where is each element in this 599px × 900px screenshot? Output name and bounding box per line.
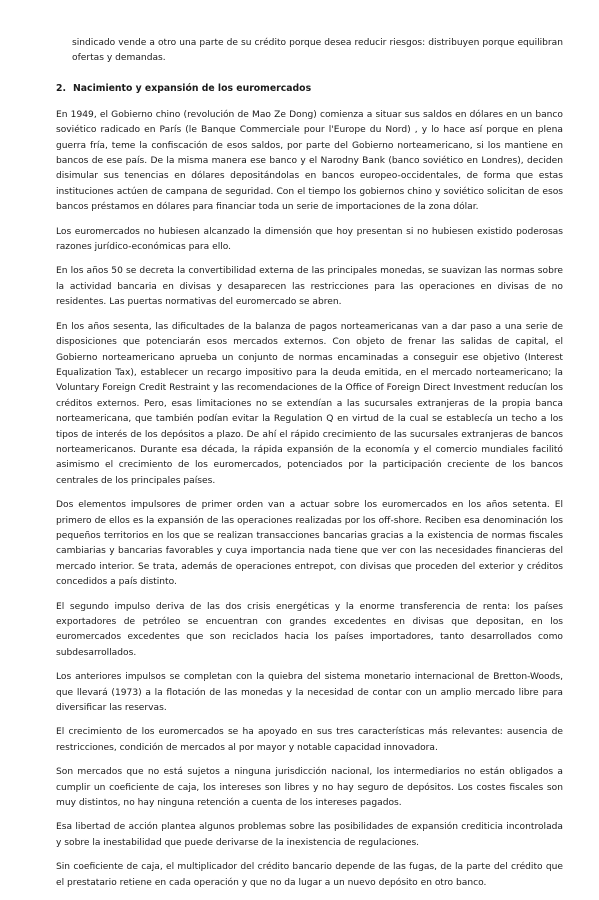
paragraph-anos-sesenta: En los años sesenta, las dificultades de la balanza de pagos norteamericanas van a dar paso a una serie de disposiciones que potenciarán esos mercados externos. Con objeto de frenar las salidas de capital, el Gobierno norteamericano aprueba un conjunto de normas encaminadas a conseguir ese objetivo (Interest Equalization Tax), establecer un recargo impositivo para la deuda emitida, en el mercado norteamericano; la Voluntary Foreign Credit Restraint y las recomendaciones de la Office of Foreign Direct Investment reducían los créditos externos. Pero, esas limitaciones no se extendían a las sucursales extranjeras de la propia banca norteamericana, que también podían evitar la Regulation Q en virtud de la cual se establecía un techo a los tipos de interés de los depósitos a plazo. De ahí el rápido crecimiento de las sucursales extranjeras de bancos norteamericanos. Durante esa década, la rápida expansión de la economía y el comercio mundiales facilitó asimismo el crecimiento de los euromercados, potenciados por la participación creciente de los bancos centrales de los principales países. xyxy=(56,321,563,486)
paragraph-caracteristicas: El crecimiento de los euromercados se ha apoyado en sus tres características más relevantes: ausencia de restricciones, condición de mercados al por mayor y notable capacidad innovadora. xyxy=(56,727,563,753)
paragraph-off-shore: Dos elementos impulsores de primer orden van a actuar sobre los euromercados en los años setenta. El primero de ellos es la expansión de las operaciones realizadas por los off-shore. Reciben esa denominación los pequeños territorios en los que se realizan transacciones bancarias gracias a la existencia de normas fiscales cambiarias y bancarias favorables y cuya importancia nada tiene que ver con las necesidades financieras del mercado interior. Se trata, además de operaciones entrepot, con divisas que proceden del exterior y créditos concedidos a país distinto. xyxy=(56,500,563,588)
section-title: Nacimiento y expansión de los euromercados xyxy=(73,82,312,94)
intro-paragraph: sindicado vende a otro una parte de su crédito porque desea reducir riesgos: distribuyen porque equilibran ofertas y demandas. xyxy=(72,38,563,64)
section-number: 2. xyxy=(56,82,67,94)
paragraph-crisis-energeticas: El segundo impulso deriva de las dos crisis energéticas y la enorme transferencia de renta: los países exportadores de petróleo se encuentran con grandes excedentes en divisas que depositan, en los euromercados excedentes que son reciclados hacia los países importadores, tanto desarrollados como subdesarrollados. xyxy=(56,601,563,658)
paragraph-1949-china: En 1949, el Gobierno chino (revolución de Mao Ze Dong) comienza a situar sus saldos en dólares en un banco soviético radicado en París (le Banque Commerciale pour l'Europe du Nord) , y lo hace así porque en plena guerra fría, teme la confiscación de esos saldos, por parte del Gobierno norteamericano, si los mantiene en bancos de ese país. De la misma manera ese banco y el Narodny Bank (banco soviético en Londres), deciden disimular sus tenencias en dólares depositándolas en bancos europeo-occidentales, de forma que estas instituciones actúen de campana de seguridad. Con el tiempo los gobiernos chino y soviético solicitan de esos bancos préstamos en dólares para financiar toda un serie de importaciones de la zona dólar. xyxy=(56,109,563,213)
paragraph-jurisdiccion: Son mercados que no está sujetos a ninguna jurisdicción nacional, los intermediarios no están obligados a cumplir un coeficiente de caja, los intereses son libres y no hay seguro de depósitos. Los costes fiscales son muy distintos, no hay ninguna retención a cuenta de los intereses pagados. xyxy=(56,767,563,809)
paragraph-razones: Los euromercados no hubiesen alcanzado la dimensión que hoy presentan si no hubiesen existido poderosas razones jurídico-económicas para ello. xyxy=(56,226,563,253)
section-heading xyxy=(56,82,563,96)
paragraph-libertad-accion: Esa libertad de acción plantea algunos problemas sobre las posibilidades de expansión crediticia incontrolada y sobre la inestabilidad que puede derivarse de la inexistencia de regulaciones. xyxy=(56,822,563,848)
paragraph-coeficiente-caja: Sin coeficiente de caja, el multiplicador del crédito bancario depende de las fugas, de la parte del crédito que el prestatario retiene en cada operación y que no da lugar a un nuevo depósito en otro banco. xyxy=(56,862,563,888)
paragraph-bretton-woods: Los anteriores impulsos se completan con la quiebra del sistema monetario internacional de Bretton-Woods, que llevará (1973) a la flotación de las monedas y la necesidad de contar con un amplio mercado libre para diversificar las reservas. xyxy=(56,672,563,714)
document-page xyxy=(56,36,563,900)
paragraph-anos-50: En los años 50 se decreta la convertibilidad externa de las principales monedas, se suavizan las normas sobre la actividad bancaria en divisas y desaparecen las restricciones para las operaciones en divisas de no residentes. Las puertas normativas del euromercado se abren. xyxy=(56,266,563,308)
